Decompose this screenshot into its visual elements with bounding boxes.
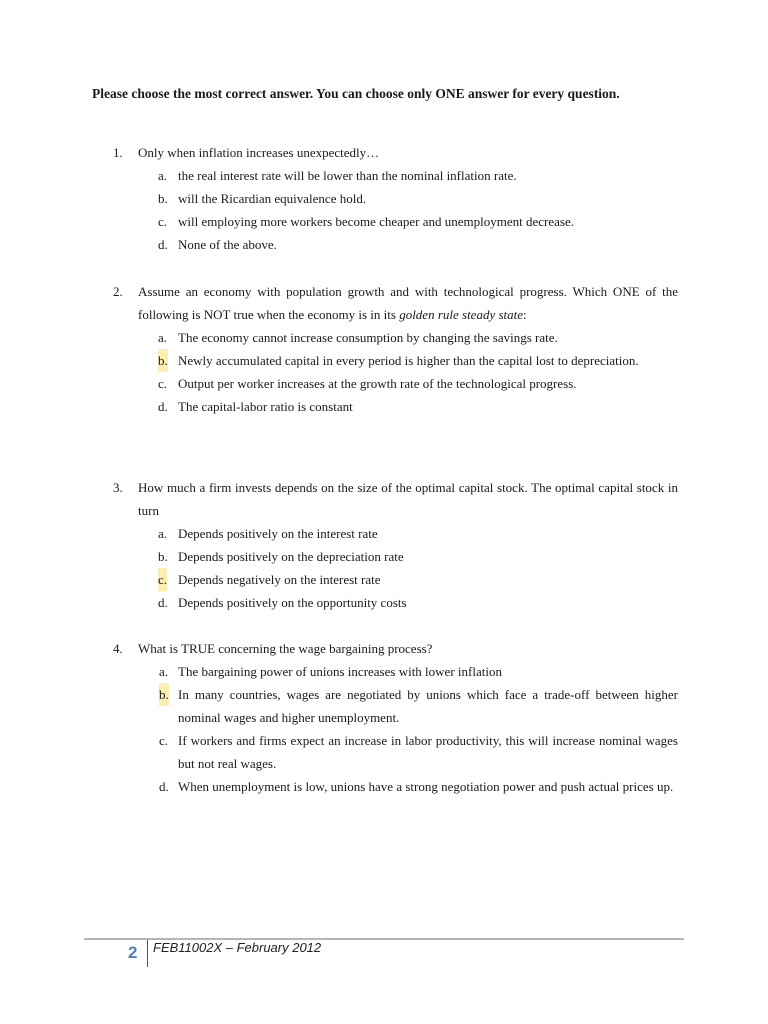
option-text: Depends positively on the depreciation rate — [178, 549, 404, 564]
option-c — [113, 729, 678, 775]
option-text: The capital-labor ratio is constant — [178, 399, 353, 414]
option-text: Output per worker increases at the growth rate of the technological progress. — [178, 376, 577, 391]
option-letter: d. — [158, 399, 168, 414]
question-text: How much a firm invests depends on the size of the optimal capital stock. The optimal capital stock in turn — [138, 480, 678, 518]
option-letter: a. — [158, 168, 168, 183]
question-number: 2. — [113, 284, 123, 299]
question-stem — [113, 637, 678, 660]
option-text: will the Ricardian equivalence hold. — [178, 191, 367, 206]
question-number: 1. — [113, 145, 123, 160]
option-b — [113, 349, 678, 372]
option-letter: a. — [158, 526, 168, 541]
option-text: Depends positively on the opportunity costs — [178, 595, 407, 610]
question-number: 3. — [113, 480, 123, 495]
option-letter: c. — [158, 376, 168, 391]
instructions: Please choose the most correct answer. You can choose only ONE answer for every question. — [92, 86, 620, 101]
question-text: What is TRUE concerning the wage bargaining process? — [138, 641, 433, 656]
option-letter: b. — [158, 191, 168, 206]
question-text: Assume an economy with population growth and with technological progress. Which ONE of the following is NOT true when the economy is in its — [138, 284, 678, 322]
option-a — [113, 326, 678, 349]
option-letter: a. — [158, 330, 168, 345]
question-stem — [113, 141, 678, 164]
option-letter: a. — [159, 664, 169, 679]
option-letter: b. — [158, 549, 168, 564]
option-b — [113, 683, 678, 729]
option-letter: c. — [158, 214, 168, 229]
option-text: the real interest rate will be lower than the nominal inflation rate. — [178, 168, 517, 183]
option-letter-highlighted: c. — [158, 568, 167, 591]
question-3 — [113, 476, 678, 614]
question-4 — [113, 637, 678, 798]
footer-separator — [147, 940, 148, 967]
option-a — [113, 522, 678, 545]
option-text: will employing more workers become cheaper and unemployment decrease. — [178, 214, 574, 229]
question-1 — [113, 141, 678, 256]
footer-text: FEB11002X – February 2012 — [153, 940, 322, 955]
option-text: The economy cannot increase consumption by changing the savings rate. — [178, 330, 558, 345]
option-text: Newly accumulated capital in every period is higher than the capital lost to depreciation. — [178, 353, 639, 368]
option-d — [113, 775, 678, 798]
option-letter: d. — [159, 779, 169, 794]
option-text: The bargaining power of unions increases with lower inflation — [178, 664, 502, 679]
option-d — [113, 591, 678, 614]
option-d — [113, 233, 678, 256]
question-stem — [113, 476, 678, 522]
question-text-italic: golden rule steady state — [399, 307, 524, 322]
option-text: Depends negatively on the interest rate — [178, 572, 381, 587]
option-b — [113, 187, 678, 210]
option-letter-highlighted: b. — [159, 683, 169, 706]
option-text: None of the above. — [178, 237, 277, 252]
question-stem — [113, 280, 678, 326]
option-a — [113, 164, 678, 187]
option-text: When unemployment is low, unions have a strong negotiation power and push actual prices up. — [178, 779, 674, 794]
option-letter: d. — [158, 237, 168, 252]
option-c — [113, 210, 678, 233]
option-b — [113, 545, 678, 568]
option-letter: d. — [158, 595, 168, 610]
option-text: In many countries, wages are negotiated by unions which face a trade-off between higher nominal wages and higher unemployment. — [178, 687, 678, 725]
question-2 — [113, 280, 678, 418]
option-c — [113, 568, 678, 591]
option-letter: c. — [159, 733, 169, 748]
question-text: Only when inflation increases unexpectedly… — [138, 145, 380, 160]
page-number: 2 — [128, 943, 138, 962]
option-d — [113, 395, 678, 418]
option-a — [113, 660, 678, 683]
question-text-end: : — [523, 307, 527, 322]
page-footer — [84, 937, 684, 967]
option-text: Depends positively on the interest rate — [178, 526, 378, 541]
option-c — [113, 372, 678, 395]
option-text: If workers and firms expect an increase in labor productivity, this will increase nominal wages but not real wages. — [178, 733, 678, 771]
question-number: 4. — [113, 641, 123, 656]
option-letter-highlighted: b. — [158, 349, 168, 372]
